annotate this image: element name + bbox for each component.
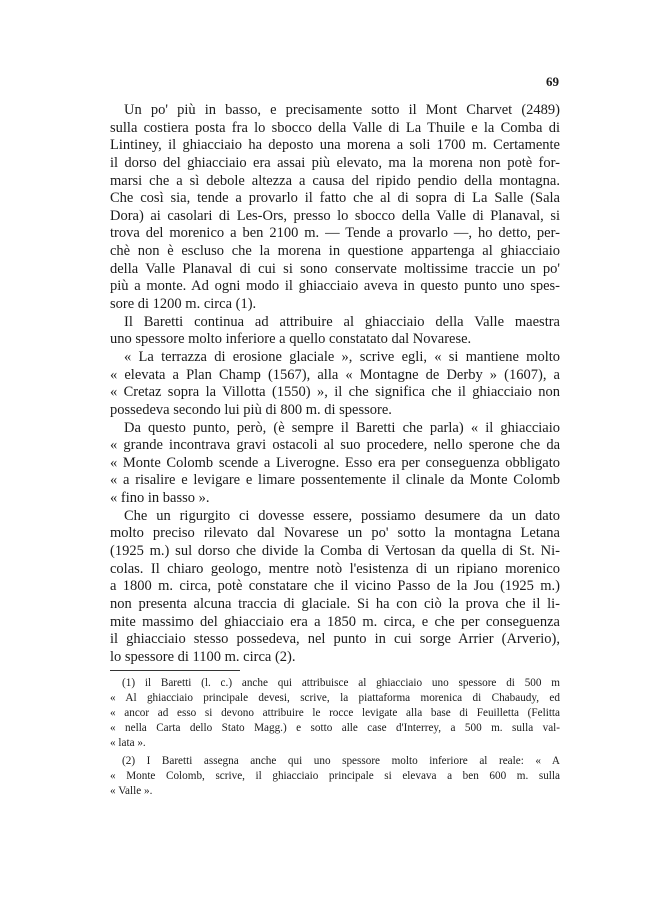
text-line: « fino in basso ».: [110, 490, 210, 507]
text-line: colas. Il chiaro geologo, mentre notò l'esistenza di un ripiano morenico: [110, 560, 560, 577]
text-line: Lintiney, il ghiacciaio ha deposto una morena a soli 1700 m. Certamente: [110, 137, 560, 154]
text-line: Che così sia, tende a provarlo il fatto che al di sopra di La Salle (Sala: [110, 190, 560, 207]
text-line: « grande incontrava gravi ostacoli al suo procedere, nello sperone che da: [110, 437, 560, 454]
footnote-line: « nella Carta dello Stato Magg.) e sotto alle case d'Interrey, a 500 m. sulla val-: [110, 722, 560, 734]
footnote-line: (1) il Baretti (l. c.) anche qui attribuisce al ghiacciaio uno spessore di 500 m: [122, 677, 560, 689]
footnote-line: « Valle ».: [110, 785, 153, 797]
text-line: « Monte Colomb scende a Liverogne. Esso era per conseguenza obbligato: [110, 454, 560, 471]
text-line: trova del morenico a ben 2100 m. — Tende a provarlo —, ho detto, per-: [110, 225, 560, 242]
text-line: lo spessore di 1100 m. circa (2).: [110, 648, 296, 665]
text-line: « a risalire e levigare e limare possentemente il clinale da Monte Colomb: [110, 472, 560, 489]
text-line: della Valle Planaval di cui si sono conservate moltissime traccie un po': [110, 260, 560, 277]
text-line: uno spessore molto inferiore a quello constatato dal Novarese.: [110, 331, 472, 348]
text-line: sore di 1200 m. circa (1).: [110, 296, 257, 313]
text-line: il dorso del ghiacciaio era assai più elevato, ma la morena non potè for-: [110, 154, 560, 171]
text-line: Un po' più in basso, e precisamente sotto il Mont Charvet (2489): [124, 102, 560, 118]
text-line: Che un rigurgito ci dovesse essere, possiamo desumere da un dato: [124, 507, 560, 524]
footnotes: [110, 676, 560, 799]
main-text: [110, 102, 560, 667]
text-line: a 1800 m. circa, potè constatare che il vicino Passo de la Jou (1925 m.): [110, 578, 560, 595]
text-line: « La terrazza di erosione glaciale », scrive egli, « si mantiene molto: [124, 348, 560, 365]
text-line: Dora) ai casolari di Les-Ors, presso lo sbocco della Valle di Planaval, si: [110, 207, 560, 224]
text-line: Il Baretti continua ad attribuire al ghiacciaio della Valle maestra: [124, 313, 560, 330]
footnote-line: « Al ghiacciaio principale devesi, scrive, la piattaforma morenica di Chabaudy, ed: [110, 692, 560, 704]
footnote-divider: [110, 670, 240, 671]
text-line: chè non è escluso che la morena in questione appartenga al ghiacciaio: [110, 243, 560, 260]
text-line: marsi che a sì debole altezza a causa del ripido pendio della montagna.: [110, 172, 560, 189]
text-line: mite massimo del ghiacciaio era a 1850 m. circa, e che per conseguenza: [110, 613, 560, 630]
text-line: molto preciso rilevato dal Novarese un po' sotto la montagna Letana: [110, 525, 560, 542]
footnote-line: « ancor ad esso si devono attribuire le rocce levigate alla base di Feuilletta (Felitta: [110, 707, 560, 719]
text-line: più a monte. Ad ogni modo il ghiacciaio aveva in questo punto uno spes-: [110, 278, 560, 295]
text-line: sulla costiera posta fra lo sbocco della Valle di La Thuile e la Comba di: [110, 119, 560, 136]
text-line: non presenta alcuna traccia di glaciale. Si ha con ciò la prova che il li-: [110, 595, 560, 612]
footnote-line: (2) I Baretti assegna anche qui uno spessore molto inferiore al reale: « A: [122, 755, 560, 767]
page-number: 69: [546, 74, 559, 89]
footnote-line: « Monte Colomb, scrive, il ghiacciaio principale si elevava a ben 600 m. sulla: [110, 770, 560, 782]
footnote-line: « lata ».: [110, 737, 146, 749]
text-line: « elevata a Plan Champ (1567), alla « Montagne de Derby » (1607), a: [110, 366, 560, 383]
text-line: (1925 m.) sul dorso che divide la Comba di Vertosan da quella di St. Ni-: [110, 543, 560, 560]
text-line: Da questo punto, però, (è sempre il Baretti che parla) « il ghiacciaio: [124, 419, 560, 436]
text-line: « Cretaz sopra la Villotta (1550) », il che significa che il ghiacciaio non: [110, 384, 560, 401]
text-line: il ghiacciaio stesso possedeva, nel punto in cui sorge Arrier (Arverio),: [110, 631, 560, 648]
text-line: possedeva secondo lui più di 800 m. di spessore.: [110, 401, 392, 418]
